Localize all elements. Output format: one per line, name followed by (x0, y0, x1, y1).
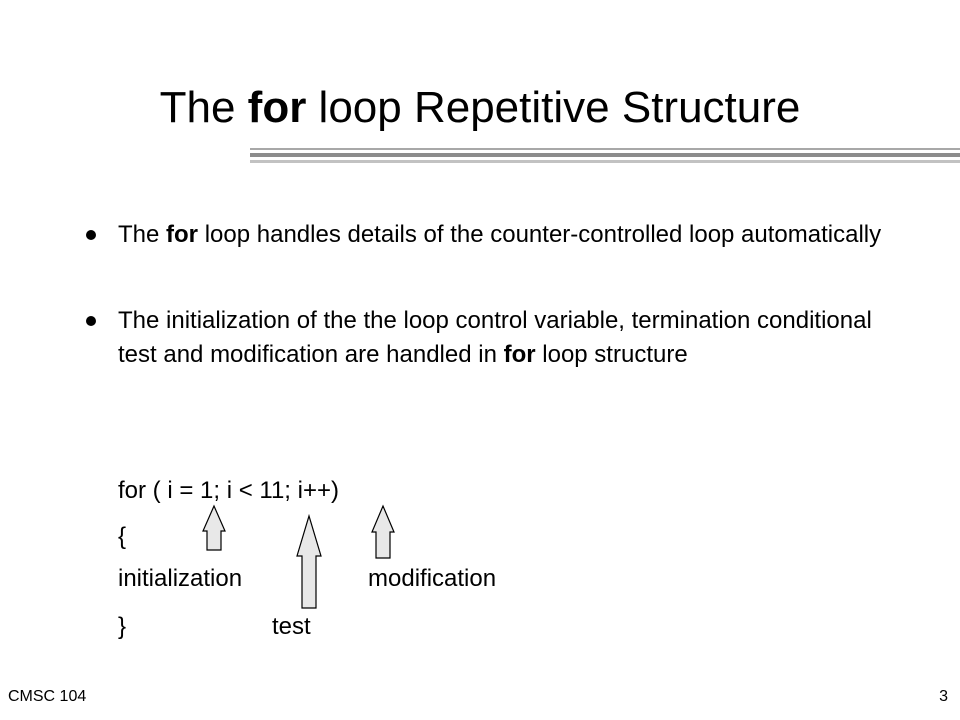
label-test: test (272, 613, 311, 640)
code-open-brace: { (118, 523, 127, 550)
footer-course: CMSC 104 (8, 688, 87, 705)
label-initialization: initialization (118, 565, 243, 592)
up-arrow-icon (203, 506, 225, 550)
code-for-statement: for ( i = 1; i < 11; i++) (118, 477, 339, 504)
label-modification: modification (368, 565, 497, 592)
bullet-text-bold: for (166, 221, 199, 248)
up-arrow-icon (297, 516, 321, 608)
bullet-text-post: loop structure (535, 341, 688, 368)
code-close-brace: } (118, 613, 127, 640)
title-post: loop Repetitive Structure (306, 83, 801, 132)
title-bold: for (247, 83, 307, 132)
bullet-text-pre: The (118, 221, 167, 248)
bullet-text-bold: for (503, 341, 536, 368)
footer-page-number: 3 (939, 688, 948, 705)
bullet-text-pre: The initialization of the the loop control variable, termination conditional test and modification are handled in (118, 307, 872, 368)
up-arrow-icon (372, 506, 394, 558)
bullet-text-post: loop handles details of the counter-controlled loop automatically (198, 221, 882, 248)
title-pre: The (159, 83, 248, 132)
